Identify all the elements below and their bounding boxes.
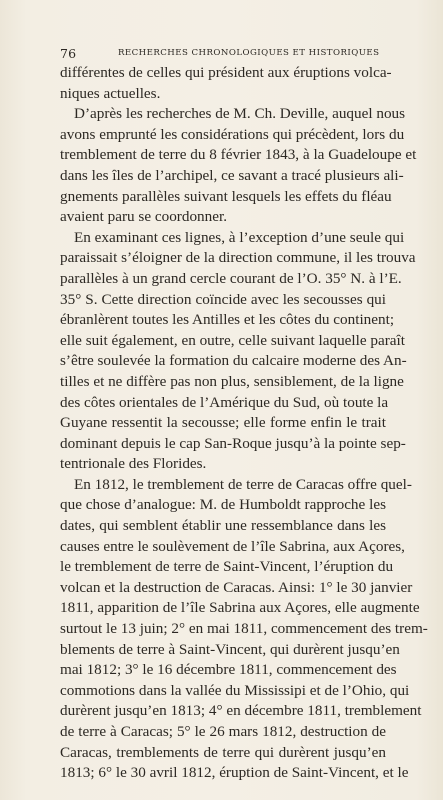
text-line: volcan et la destruction de Caracas. Ainsi: 1° le 30 janvier — [60, 578, 413, 596]
text-line: que chose d’analogue: M. de Humboldt rapproche les — [60, 496, 386, 514]
text-line: le tremblement de terre de Saint-Vincent, l’éruption du — [60, 558, 394, 576]
text-line: surtout le 13 juin; 2° en mai 1811, commencement des trem- — [60, 620, 428, 638]
body-text — [60, 63, 428, 784]
text-line: tilles et ne diffère pas non plus, sensiblement, de la ligne — [60, 372, 404, 390]
text-line: D’après les recherches de M. Ch. Deville, auquel nous — [74, 105, 406, 123]
text-line: s’être soulevée la formation du calcaire moderne des An- — [60, 352, 407, 370]
text-line: durèrent jusqu’en 1813; 4° en décembre 1811, tremblement — [60, 702, 422, 720]
text-line: dans les îles de l’archipel, ce savant a tracé plusieurs ali- — [60, 166, 404, 184]
text-line: Caracas, tremblements de terre qui durèrent jusqu’en — [60, 743, 386, 761]
text-line: En 1812, le tremblement de terre de Caracas offre quel- — [74, 475, 412, 493]
text-line: 1813; 6° le 30 avril 1812, éruption de Saint-Vincent, et le — [60, 764, 409, 782]
text-line: paraissait s’éloigner de la direction commune, il les trouva — [60, 249, 416, 267]
text-line: mai 1812; 3° le 16 décembre 1811, commencement des — [60, 661, 397, 679]
text-line: 35° S. Cette direction coïncide avec les secousses qui — [60, 290, 386, 308]
text-line: commotions dans la vallée du Mississipi et de l’Ohio, qui — [60, 681, 410, 699]
text-line: des côtes orientales de l’Amérique du Sud, où toute la — [60, 393, 389, 411]
text-line: différentes de celles qui président aux éruptions volca- — [60, 64, 392, 81]
text-line: avaient paru se coordonner. — [60, 208, 227, 226]
text-line: elle suit également, en outre, celle suivant laquelle paraît — [60, 331, 405, 349]
running-head: RECHERCHES CHRONOLOGIQUES ET HISTORIQUES — [118, 48, 380, 58]
text-line: avons emprunté les considérations qui précèdent, lors du — [60, 125, 405, 143]
text-line: blements de terre à Saint-Vincent, qui durèrent jusqu’en — [60, 640, 400, 658]
text-line: parallèles à un grand cercle courant de l’O. 35° N. à l’E. — [60, 269, 402, 287]
text-line: dates, qui semblent établir une ressemblance dans les — [60, 517, 386, 535]
text-line: causes entre le soulèvement de l’île Sabrina, aux Açores, — [60, 537, 405, 555]
page-header — [60, 46, 386, 62]
text-line: dominant depuis le cap San-Roque jusqu’à la pointe sep- — [60, 434, 406, 452]
text-line: niques actuelles. — [60, 84, 161, 102]
text-line: Guyane ressentit la secousse; elle forme enfin le trait — [60, 414, 386, 432]
text-line: ébranlèrent toutes les Antilles et les côtes du continent; — [60, 311, 395, 329]
text-line: tremblement de terre du 8 février 1843, à la Guadeloupe et — [60, 146, 417, 164]
text-line: tentrionale des Florides. — [60, 455, 207, 473]
text-line: gnements parallèles suivant lesquels les effets du fléau — [60, 187, 392, 205]
text-line: de terre à Caracas; 5° le 26 mars 1812, destruction de — [60, 723, 386, 740]
text-line: En examinant ces lignes, à l’exception d’une seule qui — [74, 228, 405, 246]
text-line: 1811, apparition de l’île Sabrina aux Açores, elle augmente — [60, 599, 420, 617]
page-number: 76 — [60, 46, 77, 61]
